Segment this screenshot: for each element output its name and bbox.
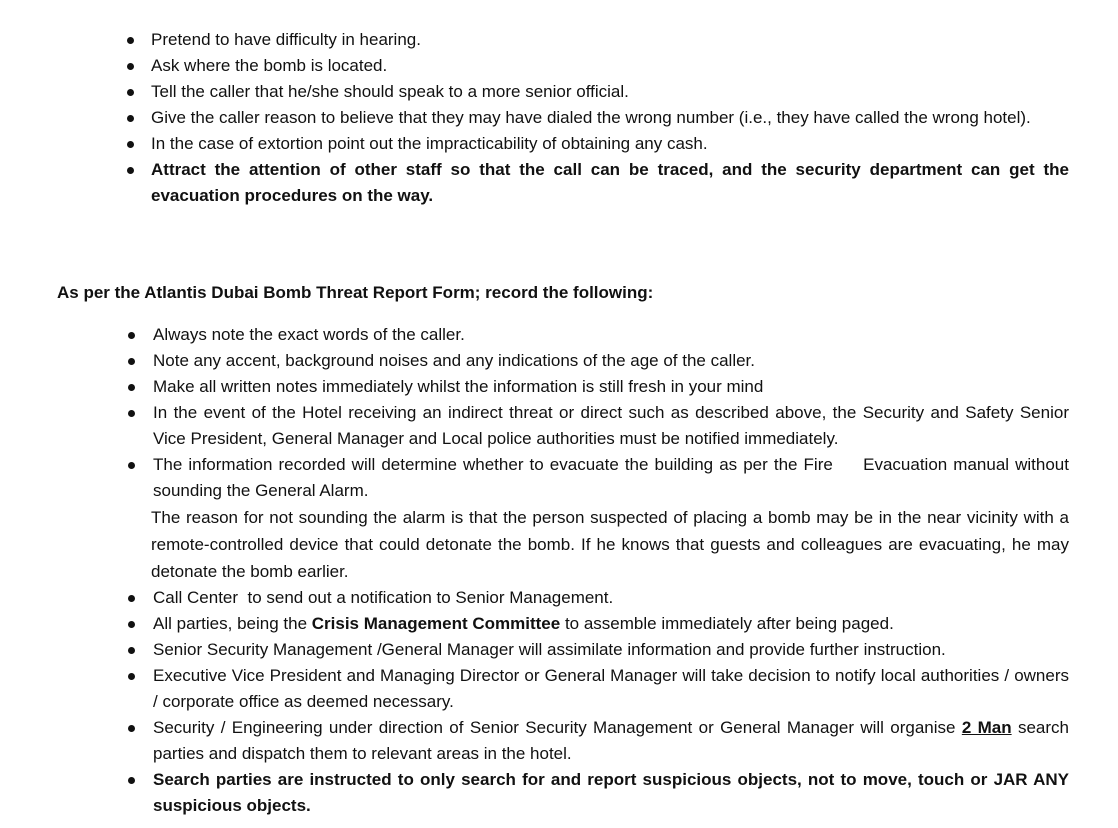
list-item [151,452,1074,585]
section-heading: As per the Atlantis Dubai Bomb Threat Report Form; record the following: [57,283,654,302]
bullet-icon [127,89,134,96]
caller-handling-list [151,27,1069,209]
bullet-icon [128,647,135,654]
list-item-text: Make all written notes immediately whilst the information is still fresh in your mind [153,377,764,396]
list-item-text: Note any accent, background noises and any indications of the age of the caller. [153,351,756,370]
list-item-text: Executive Vice President and Managing Director or General Manager will take decision to notify local authorities / owners / corporate office as deemed necessary. [153,666,1069,711]
list-item [151,79,1069,105]
list-item-text: to assemble immediately after being paged. [560,614,894,633]
list-item-text: Tell the caller that he/she should speak to a more senior official. [151,82,629,101]
list-item [153,322,1069,348]
committee-name: Crisis Management Committee [311,614,561,633]
list-item-text: Ask where the bomb is located. [151,56,388,75]
list-item-text: In the case of extortion point out the impracticability of obtaining any cash. [151,134,708,153]
bullet-icon [128,595,135,602]
bullet-icon [128,358,135,365]
bullet-icon [127,167,134,174]
bullet-icon [128,725,135,732]
list-item-text: All parties, being the [153,614,312,633]
list-item [153,715,1074,767]
list-item [151,53,1069,79]
list-item-text: Attract the attention of other staff so that the call can be traced, and the security department can get the evacuation procedures on the way. [151,160,1069,205]
report-form-list [151,322,1074,819]
list-item-text: search parties and dispatch them to relevant areas in the hotel. [153,718,1074,763]
list-item [151,157,1069,209]
list-item-text: The information recorded will determine whether to evacuate the building as per the Fire Evacuation manual without sounding the General Alarm. [153,455,1074,500]
bullet-icon [127,63,134,70]
list-item [153,374,1069,400]
bullet-icon [128,384,135,391]
list-item-text: Pretend to have difficulty in hearing. [151,30,421,49]
list-item [153,611,1069,637]
list-item-text: Security / Engineering under direction of Senior Security Management or General Manager will organise [153,718,962,737]
list-item [153,663,1069,715]
bullet-icon [127,115,134,122]
list-item-text: Always note the exact words of the caller. [153,325,465,344]
list-item [151,105,1069,131]
list-item [153,637,1069,663]
bullet-icon [128,777,135,784]
list-item-text: Search parties are instructed to only search for and report suspicious objects, not to move, touch or JAR ANY suspicious objects. [153,770,1069,815]
list-item [153,767,1069,819]
list-item-text: In the event of the Hotel receiving an indirect threat or direct such as described above, the Security and Safety Senior Vice President, General Manager and Local police authorities must be notified immediately. [153,403,1069,448]
bullet-icon [128,410,135,417]
list-item [153,348,1069,374]
bullet-icon [128,621,135,628]
bullet-icon [128,462,135,469]
list-item [153,585,1069,611]
list-item-text: Give the caller reason to believe that they may have dialed the wrong number (i.e., they have called the wrong hotel). [151,108,1031,127]
bullet-icon [128,673,135,680]
list-item [151,27,1069,53]
bullet-icon [127,141,134,148]
list-item-text: Senior Security Management /General Manager will assimilate information and provide further instruction. [153,640,946,659]
list-item [153,400,1069,452]
alarm-note: The reason for not sounding the alarm is that the person suspected of placing a bomb may be in the near vicinity with a remote-controlled device that could detonate the bomb. If he knows that guests and colleagues are evacuating, he may detonate the bomb earlier. [151,508,1069,581]
bullet-icon [127,37,134,44]
list-item-text: Call Center to send out a notification to Senior Management. [153,588,614,607]
list-item [151,131,1069,157]
two-man-emphasis: 2 Man [961,718,1012,737]
bullet-icon [128,332,135,339]
